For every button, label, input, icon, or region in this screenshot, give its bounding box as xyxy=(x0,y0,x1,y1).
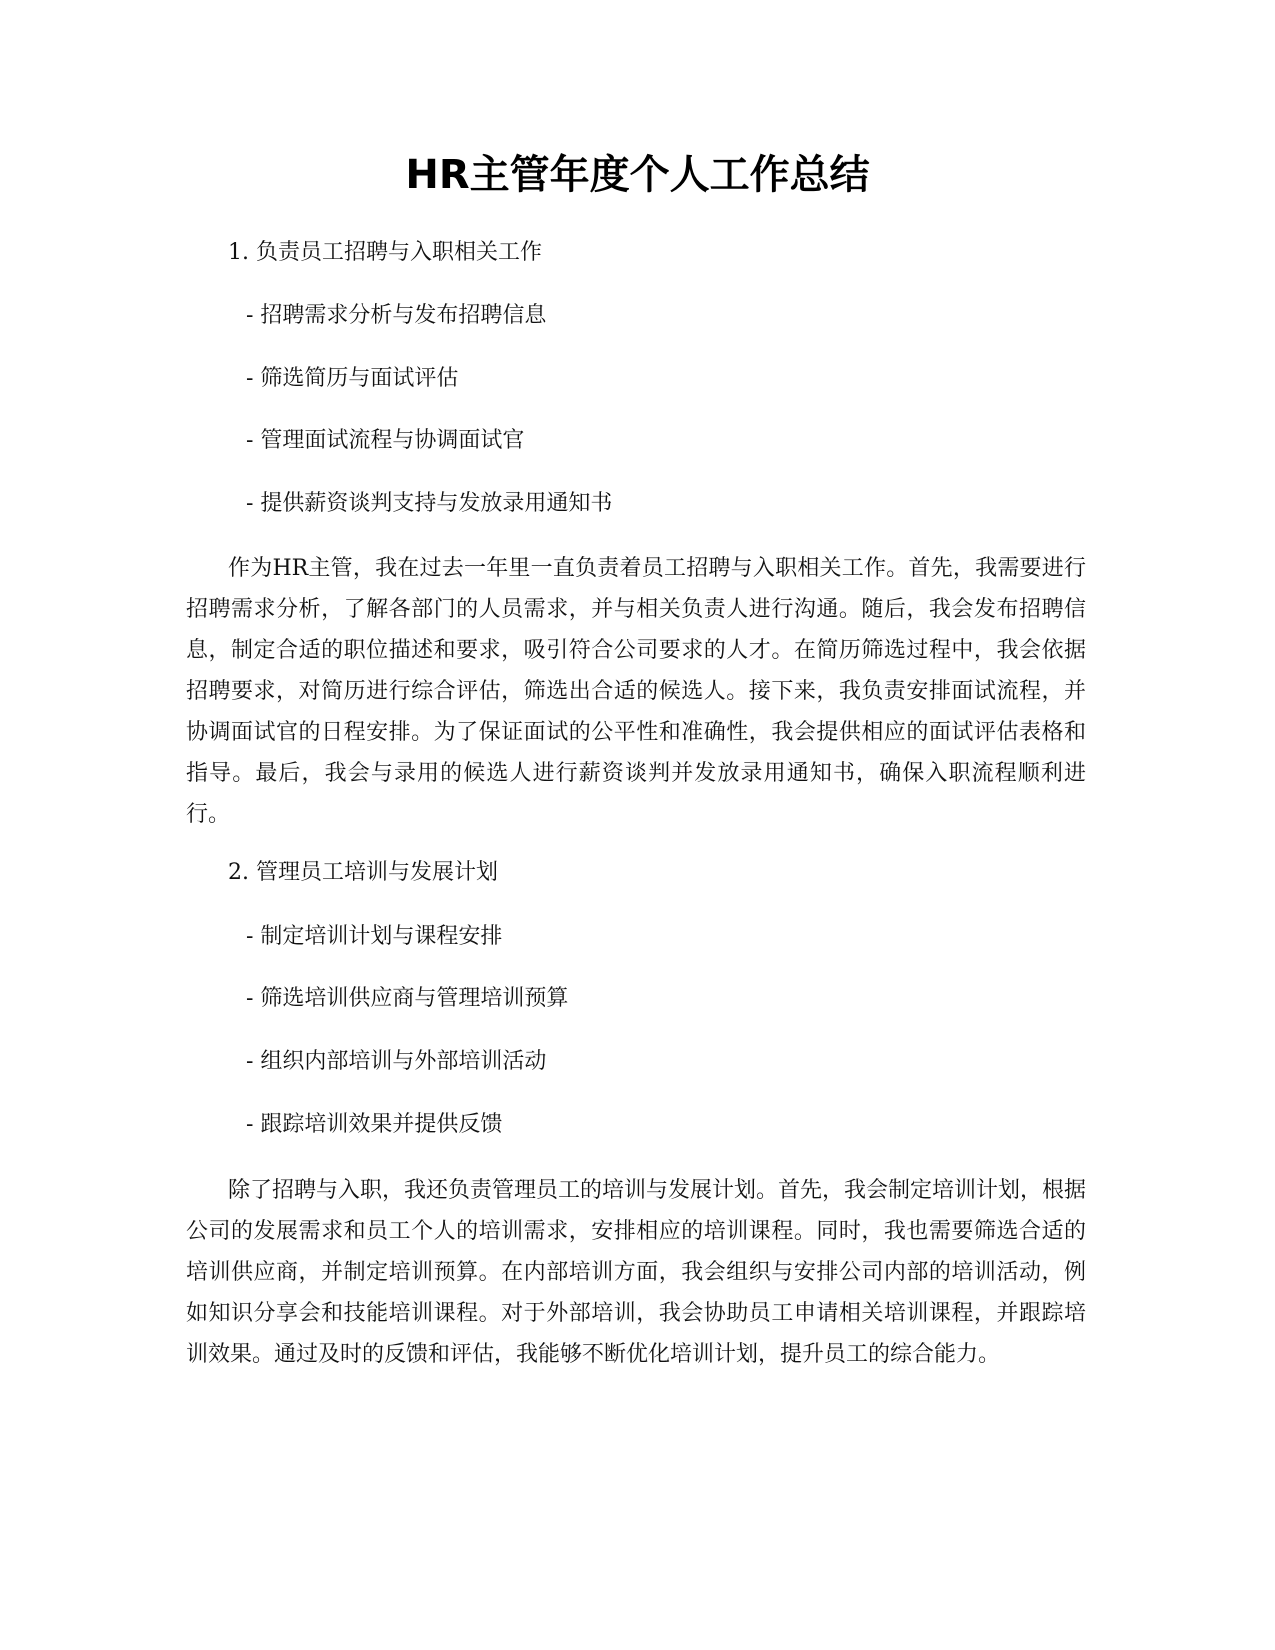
section1-heading: 1. 负责员工招聘与入职相关工作 xyxy=(228,240,542,265)
section2-paragraph: 除了招聘与入职，我还负责管理员工的培训与发展计划。首先，我会制定培训计划，根据公司的发展需求和员工个人的培训需求，安排相应的培训课程。同时，我也需要筛选合适的培训供应商，并制定培训预算。在内部培训方面，我会组织与安排公司内部的培训活动，例如知识分享会和技能培训课程。对于外部培训，我会协助员工申请相关培训课程，并跟踪培训效果。通过及时的反馈和评估，我能够不断优化培训计划，提升员工的综合能力。 xyxy=(186,1178,1087,1367)
document-title: HR主管年度个人工作总结 xyxy=(405,152,870,198)
section2-item-4: - 跟踪培训效果并提供反馈 xyxy=(246,1112,503,1137)
section1-item-2: - 筛选简历与面试评估 xyxy=(246,366,459,391)
section1-item-3: - 管理面试流程与协调面试官 xyxy=(246,428,525,453)
section1-item-1: - 招聘需求分析与发布招聘信息 xyxy=(246,303,547,328)
section2-heading: 2. 管理员工培训与发展计划 xyxy=(228,860,498,885)
section2-item-1: - 制定培训计划与课程安排 xyxy=(246,924,503,949)
section1-item-4: - 提供薪资谈判支持与发放录用通知书 xyxy=(246,491,613,516)
section2-item-3: - 组织内部培训与外部培训活动 xyxy=(246,1049,547,1074)
section1-paragraph: 作为HR主管，我在过去一年里一直负责着员工招聘与入职相关工作。首先，我需要进行招聘需求分析，了解各部门的人员需求，并与相关负责人进行沟通。随后，我会发布招聘信息，制定合适的职位描述和要求，吸引符合公司要求的人才。在简历筛选过程中，我会依据招聘要求，对简历进行综合评估，筛选出合适的候选人。接下来，我负责安排面试流程，并协调面试官的日程安排。为了保证面试的公平性和准确性，我会提供相应的面试评估表格和指导。最后，我会与录用的候选人进行薪资谈判并发放录用通知书，确保入职流程顺利进行。 xyxy=(186,556,1086,827)
section2-item-2: - 筛选培训供应商与管理培训预算 xyxy=(246,986,569,1011)
